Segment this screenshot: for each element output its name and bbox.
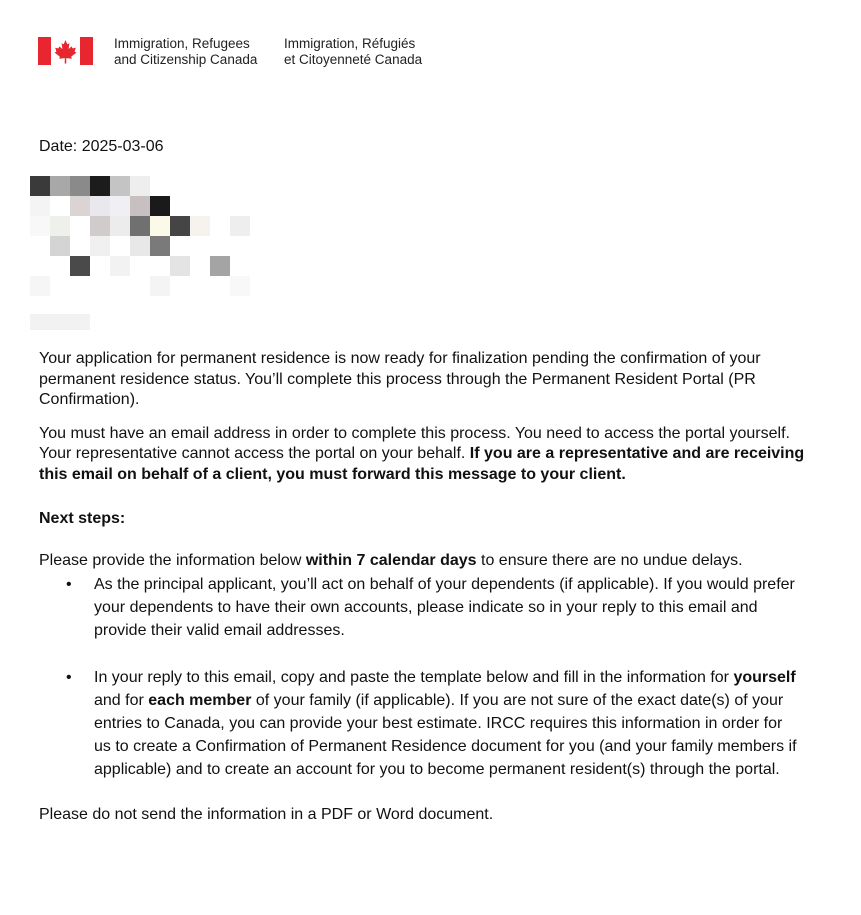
org-name-french: Immigration, Réfugiés et Citoyenneté Canada <box>284 36 423 67</box>
next-steps-heading: Next steps: <box>39 509 126 527</box>
step-text: As the principal applicant, you’ll act on behalf of your dependents (if applicable). If you would prefer your dependents to have their own accounts, please indicate so in your reply to this email and provide their valid email addresses. <box>94 575 795 639</box>
org-name-english: Immigration, Refugees and Citizenship Canada <box>114 36 258 67</box>
list-item <box>39 573 798 642</box>
representative-text: You must have an email address in order to complete this process. You need to access the portal yourself. Your representative cannot access the portal on your behalf. <box>39 424 790 463</box>
step-text: In your reply to this email, copy and paste the template below and fill in the information for yourself and for each member of your family (if applicable). If you are not sure of the exact date(s) of your entries to Canada, you can provide your best estimate. IRCC requires this information in order for us to create a Confirmation of Permanent Residence document for you (and your family members if applicable) and to create an account for you to become permanent resident(s) through the portal. <box>94 668 797 778</box>
bullet-icon: • <box>66 668 72 686</box>
canada-flag-icon <box>38 37 93 65</box>
deadline-emphasis: within 7 calendar days <box>305 552 477 570</box>
bullet-icon: • <box>66 575 72 593</box>
final-note: Please do not send the information in a PDF or Word document. <box>39 805 494 823</box>
representative-warning: If you are a representative and are receiving this email on behalf of a client, you must forward this message to your client. <box>39 445 805 483</box>
list-item <box>39 666 798 781</box>
letter-body <box>39 349 815 825</box>
representative-paragraph <box>39 424 815 486</box>
steps-list <box>39 573 815 781</box>
redacted-address-block <box>30 176 280 334</box>
deadline-paragraph: Please provide the information below within 7 calendar days to ensure there are no undue delays. <box>39 552 743 570</box>
letter-date: Date: 2025-03-06 <box>39 138 164 155</box>
intro-paragraph: Your application for permanent residence is now ready for finalization pending the confirmation of your permanent residence status. You’ll complete this process through the Permanent Resident Portal (PR Confirmation). <box>39 350 761 409</box>
